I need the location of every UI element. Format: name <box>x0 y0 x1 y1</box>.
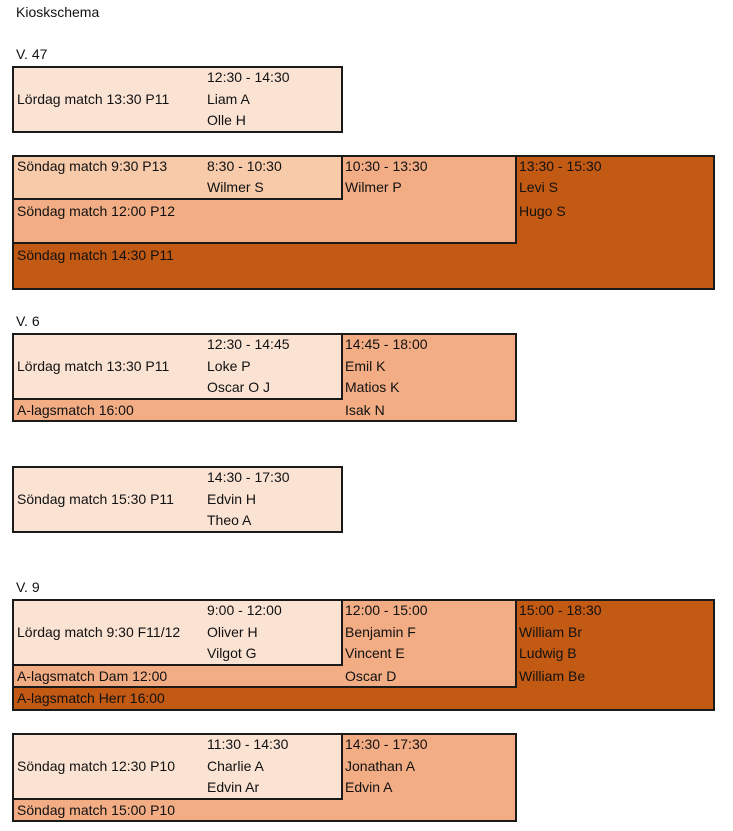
staff-name: Jonathan A <box>345 758 416 774</box>
shift-time: 15:00 - 18:30 <box>519 602 602 618</box>
staff-name: Vilgot G <box>207 645 257 661</box>
staff-name: Hugo S <box>519 203 566 219</box>
page-title: Kioskschema <box>16 4 100 20</box>
staff-name: Loke P <box>207 358 251 374</box>
match-label: Söndag match 12:00 P12 <box>17 203 176 219</box>
staff-name: Oliver H <box>207 624 258 640</box>
staff-name: Liam A <box>207 91 250 107</box>
staff-name: Isak N <box>345 402 385 418</box>
match-label: Söndag match 9:30 P13 <box>17 158 168 174</box>
match-label: Lördag match 13:30 P11 <box>17 358 170 374</box>
staff-name: Emil K <box>345 358 386 374</box>
match-label: Söndag match 12:30 P10 <box>17 758 176 774</box>
staff-name: Wilmer S <box>207 179 264 195</box>
staff-name: William Be <box>519 668 586 684</box>
shift-time: 14:30 - 17:30 <box>207 469 290 485</box>
shift-time: 14:45 - 18:00 <box>345 336 428 352</box>
match-label: A-lagsmatch 16:00 <box>17 402 134 418</box>
staff-name: Oscar D <box>345 668 397 684</box>
staff-name: Ludwig B <box>519 645 577 661</box>
match-label: Lördag match 9:30 F11/12 <box>17 624 181 640</box>
staff-name: Edvin Ar <box>207 779 260 795</box>
week-label: V. 6 <box>16 313 40 329</box>
staff-name: William Br <box>519 624 582 640</box>
match-label: A-lagsmatch Herr 16:00 <box>17 690 165 706</box>
shift-time: 14:30 - 17:30 <box>345 736 428 752</box>
week-label: V. 47 <box>16 46 48 62</box>
staff-name: Oscar O J <box>207 379 271 395</box>
staff-name: Edvin A <box>345 779 393 795</box>
shift-time: 12:30 - 14:30 <box>207 69 290 85</box>
shift-time: 11:30 - 14:30 <box>207 736 289 752</box>
staff-name: Benjamin F <box>345 624 416 640</box>
staff-name: Theo A <box>207 512 252 528</box>
staff-name: Vincent E <box>345 645 405 661</box>
match-label: Söndag match 14:30 P11 <box>17 247 174 263</box>
staff-name: Levi S <box>519 179 558 195</box>
staff-name: Edvin H <box>207 491 257 507</box>
shift-time: 12:00 - 15:00 <box>345 602 428 618</box>
shift-time: 12:30 - 14:45 <box>207 336 290 352</box>
staff-name: Matios K <box>345 379 400 395</box>
shift-time: 9:00 - 12:00 <box>207 602 282 618</box>
match-label: A-lagsmatch Dam 12:00 <box>17 668 168 684</box>
shift-time: 10:30 - 13:30 <box>345 158 428 174</box>
match-label: Lördag match 13:30 P11 <box>17 91 170 107</box>
week-label: V. 9 <box>16 579 40 595</box>
match-label: Söndag match 15:00 P10 <box>17 802 176 818</box>
shift-time: 8:30 - 10:30 <box>207 158 282 174</box>
staff-name: Wilmer P <box>345 179 402 195</box>
staff-name: Olle H <box>207 112 246 128</box>
match-label: Söndag match 15:30 P11 <box>17 491 174 507</box>
shift-time: 13:30 - 15:30 <box>519 158 602 174</box>
staff-name: Charlie A <box>207 758 264 774</box>
